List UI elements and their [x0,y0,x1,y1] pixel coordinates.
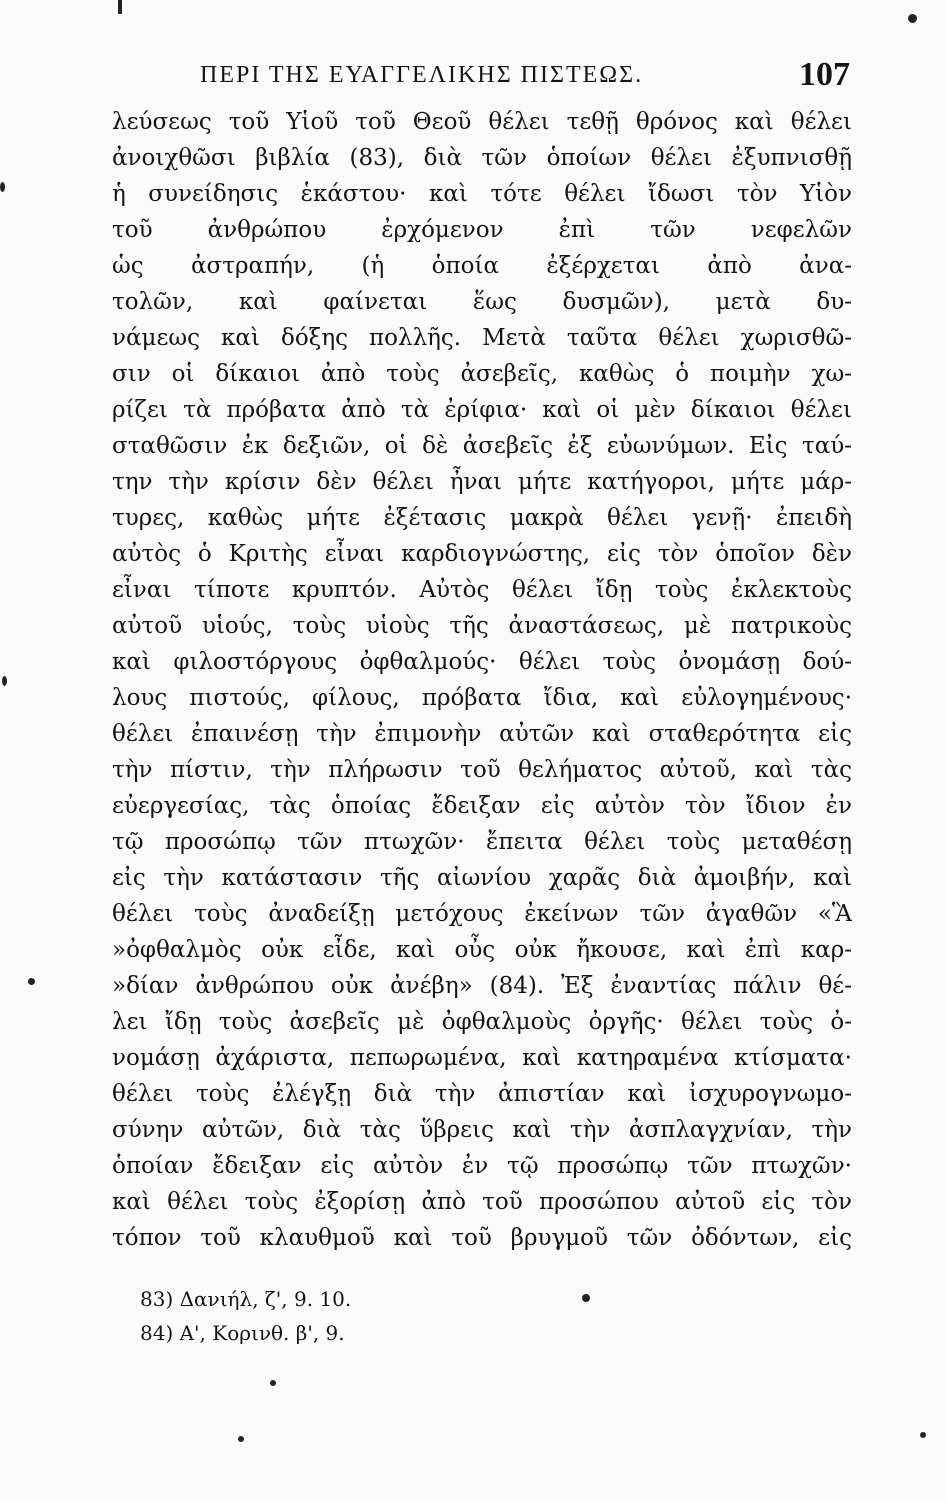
scan-speck [2,676,7,686]
text-line: τῷ προσώπῳ τῶν πτωχῶν· ἔπειτα θέλει τοὺς μεταθέσῃ [112,829,852,855]
text-line: τόπον τοῦ κλαυθμοῦ καὶ τοῦ βρυγμοῦ τῶν ὀδόντων, εἰς [112,1225,852,1251]
text-line: νομάσῃ ἀχάριστα, πεπωρωμένα, καὶ κατηραμένα κτίσματα· [112,1045,852,1071]
text-line: λει ἴδῃ τοὺς ἀσεβεῖς μὲ ὀφθαλμοὺς ὀργῆς· θέλει τοὺς ὀ- [112,1009,852,1035]
scan-speck [582,1294,590,1302]
text-line: αὐτὸς ὁ Κριτὴς εἶναι καρδιογνώστης, εἰς τὸν ὁποῖον δὲν [112,541,852,567]
text-line: ὡς ἀστραπήν, (ἡ ὁποία ἐξέρχεται ἀπὸ ἀνα- [112,253,852,279]
text-line: ὁποίαν ἔδειξαν εἰς αὐτὸν ἐν τῷ προσώπῳ τῶν πτωχῶν· [112,1153,852,1179]
text-line: τυρες, καθὼς μήτε ἐξέτασις μακρὰ θέλει γενῇ· ἐπειδὴ [112,505,852,531]
text-line: τοῦ ἀνθρώπου ἐρχόμενον ἐπὶ τῶν νεφελῶν [112,217,852,243]
running-title: ΠΕΡΙ ΤΗΣ ΕΥΑΓΓΕΛΙΚΗΣ ΠΙΣΤΕΩΣ. [200,62,644,88]
scan-speck [28,978,35,985]
scan-speck [908,14,917,23]
scan-speck [920,1432,926,1438]
text-line: εἰς τὴν κατάστασιν τῆς αἰωνίου χαρᾶς διὰ ἀμοιβήν, καὶ [112,865,852,891]
text-line: »ὀφθαλμὸς οὐκ εἶδε, καὶ οὖς οὐκ ἤκουσε, καὶ ἐπὶ καρ- [112,937,852,963]
scan-speck [0,182,5,192]
text-line: ἡ συνείδησις ἑκάστου· καὶ τότε θέλει ἴδωσι τὸν Υἱὸν [112,181,852,207]
text-line: θέλει τοὺς ἀναδείξῃ μετόχους ἐκείνων τῶν ἀγαθῶν «Ἃ [112,901,852,927]
page-number: 107 [799,56,850,93]
text-line: σύνην αὐτῶν, διὰ τὰς ὕβρεις καὶ τὴν ἀσπλαγχνίαν, τὴν [112,1117,852,1143]
text-line: αὐτοῦ υἱούς, τοὺς υἱοὺς τῆς ἀναστάσεως, μὲ πατρικοὺς [112,613,852,639]
text-line: καὶ θέλει τοὺς ἐξορίσῃ ἀπὸ τοῦ προσώπου αὐτοῦ εἰς τὸν [112,1189,852,1215]
text-line: ρίζει τὰ πρόβατα ἀπὸ τὰ ἐρίφια· καὶ οἱ μὲν δίκαιοι θέλει [112,397,852,423]
text-line: θέλει ἐπαινέσῃ τὴν ἐπιμονὴν αὐτῶν καὶ σταθερότητα εἰς [112,721,852,747]
page-header [200,58,850,98]
text-line: »δίαν ἀνθρώπου οὐκ ἀνέβη» (84). Ἐξ ἐναντίας πάλιν θέ- [112,973,852,999]
footnotes [140,1282,540,1350]
text-line: εὐεργεσίας, τὰς ὁποίας ἔδειξαν εἰς αὐτὸν τὸν ἴδιον ἐν [112,793,852,819]
text-line: θέλει τοὺς ἐλέγξῃ διὰ τὴν ἀπιστίαν καὶ ἰσχυρογνωμο- [112,1081,852,1107]
text-line: λους πιστούς, φίλους, πρόβατα ἴδια, καὶ εὐλογημένους· [112,685,852,711]
text-line: λεύσεως τοῦ Υἱοῦ τοῦ Θεοῦ θέλει τεθῇ θρόνος καὶ θέλει [112,109,852,135]
text-line: σιν οἱ δίκαιοι ἀπὸ τοὺς ἀσεβεῖς, καθὼς ὁ ποιμὴν χω- [112,361,852,387]
scan-speck [270,1380,276,1386]
text-line: ἀνοιχθῶσι βιβλία (83), διὰ τῶν ὁποίων θέλει ἐξυπνισθῇ [112,145,852,171]
scan-mark [118,0,122,14]
text-line: νάμεως καὶ δόξης πολλῆς. Μετὰ ταῦτα θέλει χωρισθῶ- [112,325,852,351]
text-line: σταθῶσιν ἐκ δεξιῶν, οἱ δὲ ἀσεβεῖς ἐξ εὐωνύμων. Εἰς ταύ- [112,433,852,459]
text-line: καὶ φιλοστόργους ὀφθαλμούς· θέλει τοὺς ὀνομάσῃ δού- [112,649,852,675]
text-line: την τὴν κρίσιν δὲν θέλει ἦναι μήτε κατήγοροι, μήτε μάρ- [112,469,852,495]
text-line: τολῶν, καὶ φαίνεται ἕως δυσμῶν), μετὰ δυ- [112,289,852,315]
text-line: τὴν πίστιν, τὴν πλήρωσιν τοῦ θελήματος αὐτοῦ, καὶ τὰς [112,757,852,783]
body-text [112,104,852,1256]
scan-speck [238,1436,244,1442]
text-line: εἶναι τίποτε κρυπτόν. Αὐτὸς θέλει ἴδῃ τοὺς ἐκλεκτοὺς [112,577,852,603]
footnote-83: 83) Δανιήλ, ζ', 9. 10. [140,1287,352,1311]
footnote-84: 84) Α', Κορινθ. β', 9. [140,1321,345,1345]
